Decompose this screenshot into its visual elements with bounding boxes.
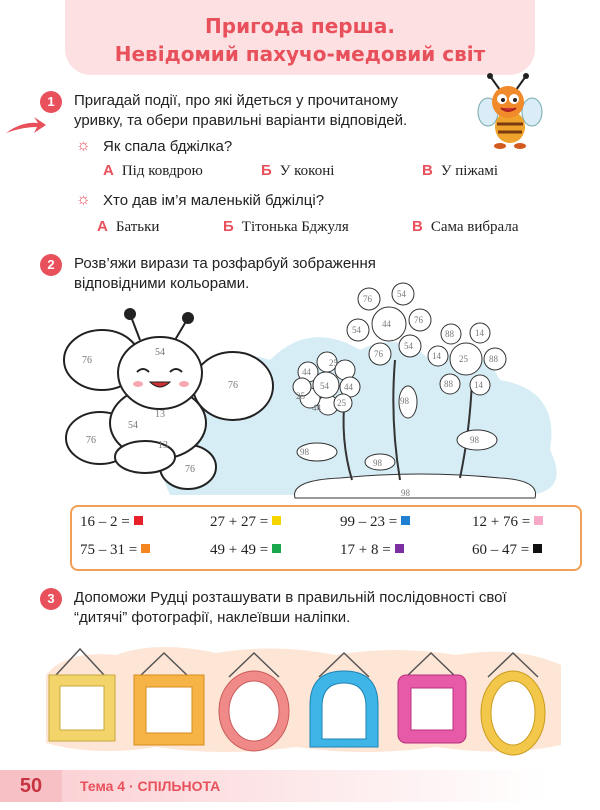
flower-label: 76	[374, 349, 383, 359]
task-number-3: 3	[40, 588, 62, 610]
sun-bullet-icon: ☼	[76, 137, 91, 154]
flower-label: 14	[475, 328, 484, 338]
answer-option-2a[interactable]	[97, 218, 159, 236]
flower-label: 76	[414, 315, 423, 325]
photo-frame-oval-pink[interactable]	[219, 671, 289, 751]
sun-bullet-icon: ☼	[76, 191, 91, 208]
bee-label: 13	[155, 409, 165, 420]
task1-text-line1: Пригадай події, про які йдеться у прочитаному	[74, 92, 398, 109]
flower-label: 44	[344, 382, 353, 392]
option-letter: Б	[223, 218, 234, 235]
flower-label: 88	[445, 329, 454, 339]
page-number: 50	[0, 770, 62, 802]
color-swatch	[272, 544, 281, 553]
equation-text: 16 – 2 =	[80, 514, 130, 530]
equation-2	[210, 514, 281, 531]
color-swatch	[534, 516, 543, 525]
bee-label: 76	[185, 464, 195, 475]
equation-text: 12 + 76 =	[472, 514, 531, 530]
photo-frames-wall	[36, 635, 566, 760]
flower-label: 98	[470, 435, 479, 445]
option-letter: А	[103, 162, 114, 179]
option-letter: В	[422, 162, 433, 179]
pointer-arrow-icon	[4, 115, 48, 137]
task3-text-line2: “дитячі” фотографії, наклеївши наліпки.	[74, 609, 351, 626]
equation-3	[340, 514, 410, 531]
option-text: Батьки	[115, 219, 160, 235]
flower-label: 98	[401, 488, 410, 498]
bee-label: 76	[86, 435, 96, 446]
color-swatch	[395, 544, 404, 553]
option-text: Під ковдрою	[121, 163, 203, 179]
option-text: У коконі	[279, 163, 335, 179]
flower-label: 25	[337, 398, 346, 408]
task-number-2: 2	[40, 254, 62, 276]
equation-6	[210, 542, 281, 559]
option-text: Сама вибрала	[430, 219, 519, 235]
color-swatch	[401, 516, 410, 525]
bee-label: 54	[128, 420, 138, 431]
color-swatch	[134, 516, 143, 525]
answer-option-1c[interactable]	[422, 162, 498, 180]
answer-option-1b[interactable]	[261, 162, 334, 180]
task2-text-line2: відповідними кольорами.	[74, 275, 250, 292]
option-letter: А	[97, 218, 108, 235]
flower-label: 54	[404, 341, 413, 351]
photo-frame-oval-gold[interactable]	[481, 671, 545, 755]
equation-text: 99 – 23 =	[340, 514, 398, 530]
photo-frame-square-yellow[interactable]	[49, 675, 115, 741]
equation-text: 17 + 8 =	[340, 542, 391, 558]
equation-1	[80, 514, 143, 531]
flower-label: 54	[352, 325, 361, 335]
task2-text-line1: Розв’яжи вирази та розфарбуй зображення	[74, 255, 376, 272]
bee-label: 54	[155, 347, 165, 358]
color-swatch	[141, 544, 150, 553]
flower-label: 44	[312, 403, 321, 413]
equation-text: 75 – 31 =	[80, 542, 138, 558]
title-banner	[65, 0, 535, 75]
task3-text-line1: Допоможи Рудці розташувати в правильній послідовності свої	[74, 589, 507, 606]
answer-option-2b[interactable]	[223, 218, 349, 236]
flower-label: 76	[363, 294, 372, 304]
photo-frame-square-magenta[interactable]	[398, 675, 466, 743]
flower-label: 25	[329, 358, 338, 368]
answer-option-2c[interactable]	[412, 218, 518, 236]
color-swatch	[533, 544, 542, 553]
option-text: У піжамі	[440, 163, 499, 179]
flower-label: 25	[459, 354, 468, 364]
flower-label: 98	[300, 447, 309, 457]
option-letter: Б	[261, 162, 272, 179]
flower-label: 88	[444, 379, 453, 389]
equation-4	[472, 514, 543, 531]
flower-label: 54	[320, 381, 329, 391]
flower-label: 25	[296, 391, 305, 401]
flower-label: 14	[474, 380, 483, 390]
theme-label: Тема 4 · СПІЛЬНОТА	[80, 778, 221, 794]
bee-label: 76	[228, 380, 238, 391]
equation-7	[340, 542, 404, 559]
flower-label: 88	[489, 354, 498, 364]
task-number-1: 1	[40, 91, 62, 113]
bee-label: 76	[82, 355, 92, 366]
equation-text: 27 + 27 =	[210, 514, 269, 530]
equation-text: 60 – 47 =	[472, 542, 530, 558]
bee-character-icon	[470, 72, 550, 152]
title-line-1: Пригода перша.	[205, 14, 395, 38]
option-text: Тітонька Бджуля	[241, 219, 349, 235]
flower-label: 44	[382, 319, 391, 329]
flower-label: 44	[302, 367, 311, 377]
bee-label: 13	[158, 440, 168, 451]
question-1: Як спала бджілка?	[103, 138, 233, 155]
coloring-picture[interactable]	[40, 280, 580, 505]
title-line-2: Невідомий пахучо-медовий світ	[114, 42, 486, 66]
option-letter: В	[412, 218, 423, 235]
equation-5	[80, 542, 150, 559]
flower-label: 14	[432, 351, 441, 361]
task1-text-line2: уривку, та обери правильні варіанти відповідей.	[74, 112, 408, 129]
equation-8	[472, 542, 542, 559]
flower-label: 54	[397, 289, 406, 299]
equation-text: 49 + 49 =	[210, 542, 269, 558]
photo-frame-square-orange[interactable]	[134, 675, 204, 745]
question-2: Хто дав ім’я маленькій бджілці?	[103, 192, 325, 209]
page-footer	[0, 770, 600, 810]
flower-label: 98	[400, 396, 409, 406]
answer-option-1a[interactable]	[103, 162, 203, 180]
photo-frame-arch-blue[interactable]	[310, 671, 378, 747]
flower-label: 98	[373, 458, 382, 468]
color-swatch	[272, 516, 281, 525]
